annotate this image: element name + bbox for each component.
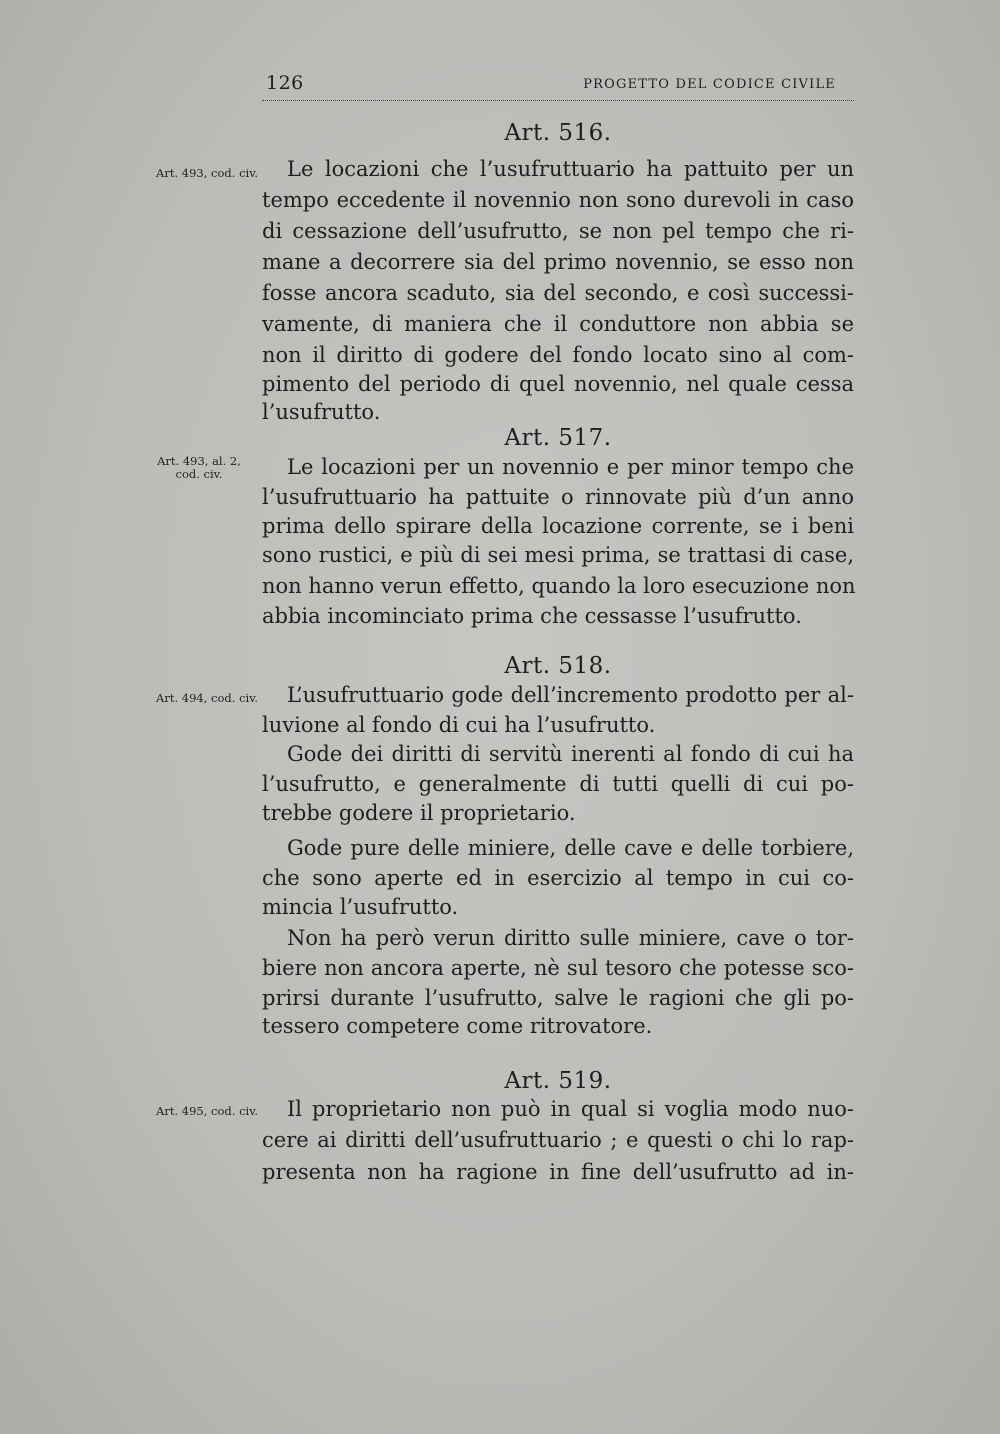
text-line: l’usufrutto.	[262, 400, 381, 424]
article-title: Art. 516.	[504, 120, 612, 146]
text-line: Le locazioni che l’usufruttuario ha pattuito per un	[287, 157, 854, 181]
article-title: Art. 517.	[504, 425, 612, 451]
text-line: che sono aperte ed in esercizio al tempo in cui co-	[262, 866, 854, 890]
text-line: tessero competere come ritrovatore.	[262, 1014, 653, 1038]
text-line: fosse ancora scaduto, sia del secondo, e così successi-	[262, 281, 854, 305]
text-line: pimento del periodo di quel novennio, nel quale cessa	[262, 372, 854, 396]
text-line: tempo eccedente il novennio non sono durevoli in caso	[262, 188, 854, 212]
side-reference: Art. 493, cod. civ.	[156, 166, 258, 180]
side-reference: Art. 493, al. 2,	[157, 454, 241, 468]
text-line: non hanno verun effetto, quando la loro esecuzione non	[262, 574, 856, 598]
text-line: prima dello spirare della locazione corrente, se i beni	[262, 514, 854, 538]
text-line: luvione al fondo di cui ha l’usufrutto.	[262, 713, 656, 737]
text-line: cere ai diritti dell’usufruttuario ; e questi o chi lo rap-	[262, 1128, 854, 1152]
side-reference: Art. 494, cod. civ.	[156, 691, 258, 705]
text-line: non il diritto di godere del fondo locato sino al com-	[262, 343, 854, 367]
text-line: trebbe godere il proprietario.	[262, 801, 576, 825]
text-line: l’usufruttuario ha pattuite o rinnovate più d’un anno	[262, 485, 854, 509]
page-number: 126	[266, 72, 304, 94]
text-line: Gode dei diritti di servitù inerenti al fondo di cui ha	[287, 742, 854, 766]
text-line: mincia l’usufrutto.	[262, 895, 459, 919]
running-head: PROGETTO DEL CODICE CIVILE	[583, 77, 836, 92]
article-title: Art. 519.	[504, 1068, 612, 1094]
text-line: Gode pure delle miniere, delle cave e delle torbiere,	[287, 836, 854, 860]
text-line: presenta non ha ragione in fine dell’usufrutto ad in-	[262, 1160, 854, 1184]
text-line: mane a decorrere sia del primo novennio, se esso non	[262, 250, 854, 274]
text-line: Non ha però verun diritto sulle miniere, cave o tor-	[287, 926, 854, 950]
text-line: vamente, di maniera che il conduttore non abbia se	[262, 312, 854, 336]
side-reference: Art. 495, cod. civ.	[156, 1104, 258, 1118]
text-line: sono rustici, e più di sei mesi prima, se trattasi di case,	[262, 543, 854, 567]
text-line: di cessazione dell’usufrutto, se non pel tempo che ri-	[262, 219, 854, 243]
side-reference: cod. civ.	[175, 467, 223, 481]
text-line: prirsi durante l’usufrutto, salve le ragioni che gli po-	[262, 986, 854, 1010]
text-line: biere non ancora aperte, nè sul tesoro che potesse sco-	[262, 956, 854, 980]
article-title: Art. 518.	[504, 653, 612, 679]
text-line: L’usufruttuario gode dell’incremento prodotto per al-	[287, 683, 854, 707]
page-header	[262, 72, 854, 101]
text-line: abbia incominciato prima che cessasse l’usufrutto.	[262, 604, 802, 628]
text-line: l’usufrutto, e generalmente di tutti quelli di cui po-	[262, 772, 854, 796]
text-line: Il proprietario non può in qual si voglia modo nuo-	[287, 1097, 854, 1121]
text-line: Le locazioni per un novennio e per minor tempo che	[287, 455, 854, 479]
